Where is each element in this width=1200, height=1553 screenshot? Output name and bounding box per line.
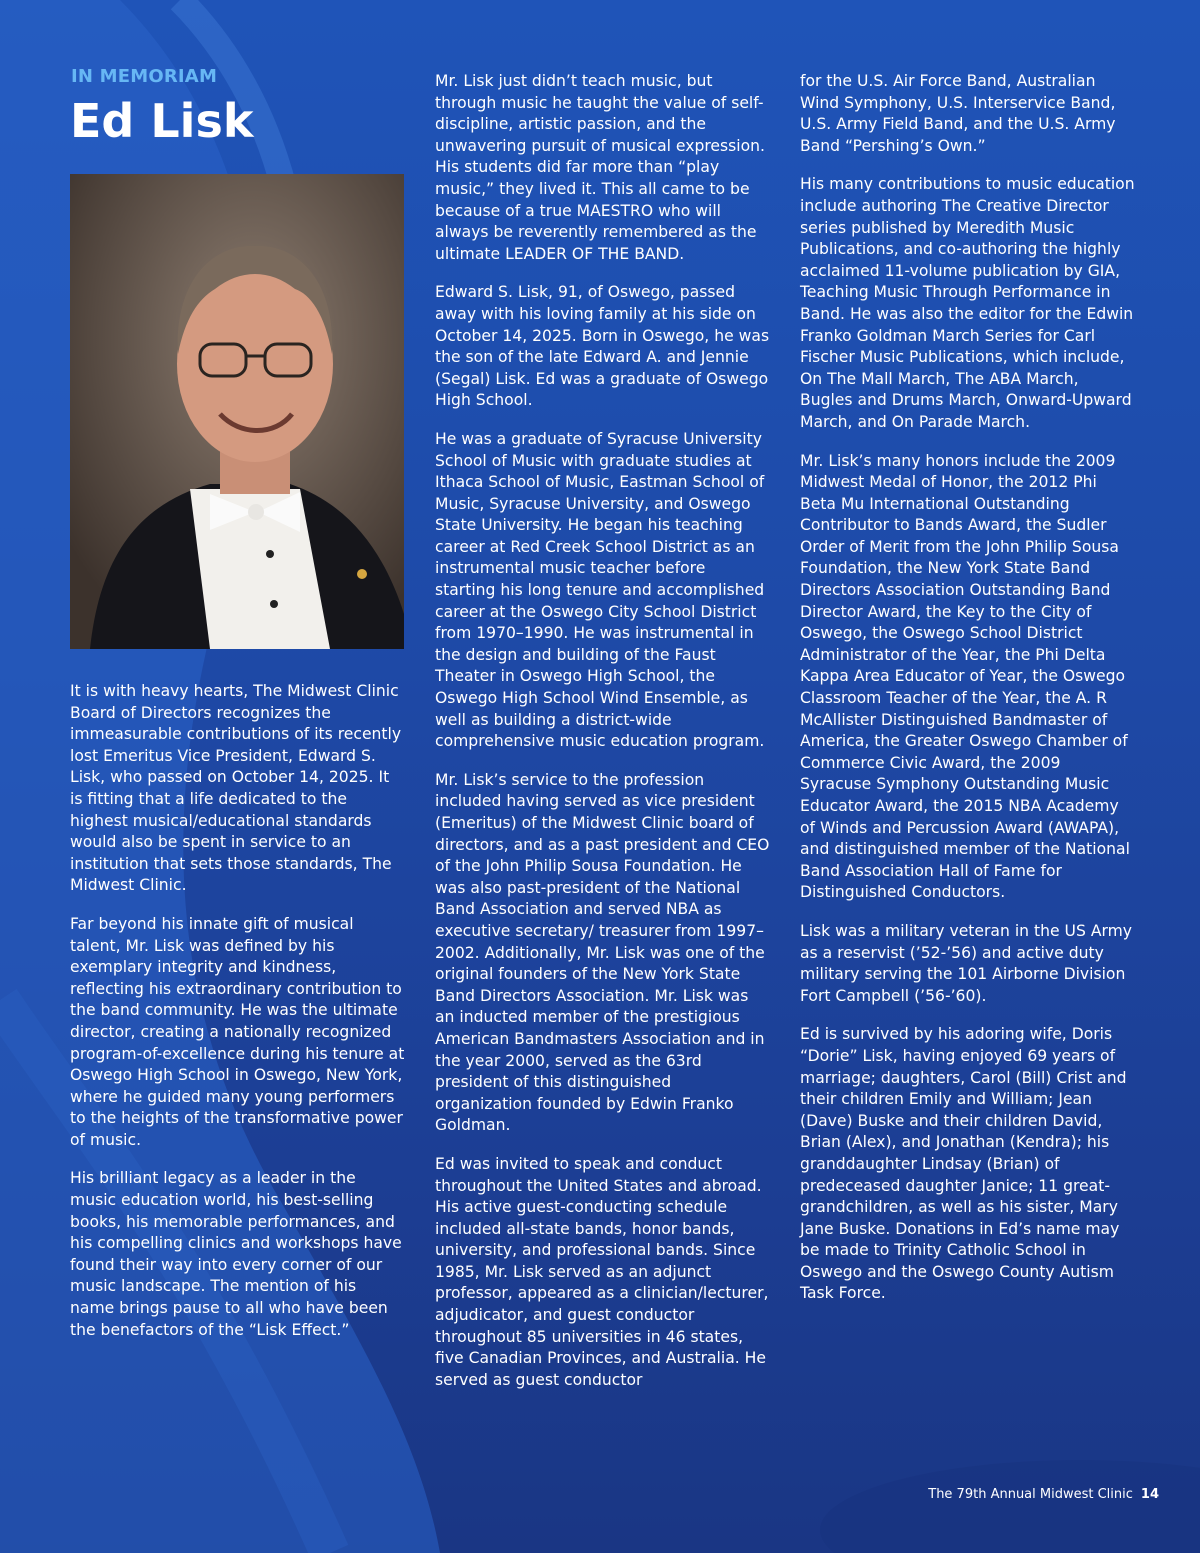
paragraph: Ed is survived by his adoring wife, Doris “Dorie” Lisk, having enjoyed 69 years of marriage; daughters, Carol (Bill) Crist and their children Emily and William; Jean (Dave) Buske and their children David, Brian (Alex), and Jonathan (Kendra); his granddaughter Lindsay (Brian) of predeceased daughter Janice; 11 great- grandchildren, as well as his sister, Mary Jane Buske. Donations in Ed’s name may be made to Trinity Catholic School in Oswego and the Oswego County Autism Task Force. bbox=[800, 1025, 1127, 1303]
paragraph: His many contributions to music education include authoring The Creative Director series published by Meredith Music Publications, and co-authoring the highly acclaimed 11-volume publication by GIA, Teaching Music Through Performance in Band. He was also the editor for the Edwin Franko Goldman March Series for Carl Fischer Music Publications, which include, On The Mall March, The ABA March, Bugles and Drums March, Onward-Upward March, and On Parade March. bbox=[800, 175, 1135, 431]
article-column-3 bbox=[800, 71, 1135, 1322]
paragraph: His brilliant legacy as a leader in the music education world, his best-selling books, his memorable performances, and his compelling clinics and workshops have found their way into every corner of our music landscape. The mention of his name brings pause to all who have been the benefactors of the “Lisk Effect.” bbox=[70, 1169, 402, 1339]
paragraph: It is with heavy hearts, The Midwest Clinic Board of Directors recognizes the immeasurable contributions of its recently lost Emeritus Vice President, Edward S. Lisk, who passed on October 14, 2025. It is fitting that a life dedicated to the highest musical/educational standards would also be spent in service to an institution that sets those standards, The Midwest Clinic. bbox=[70, 682, 402, 895]
paragraph: Mr. Lisk just didn’t teach music, but through music he taught the value of self-discipline, artistic passion, and the unwavering pursuit of musical expression. His students did far more than “play music,” they lived it. This all came to be because of a true MAESTRO who will always be reverently remembered as the ultimate LEADER OF THE BAND. bbox=[435, 72, 770, 263]
section-eyebrow: IN MEMORIAM bbox=[71, 66, 218, 87]
paragraph: Mr. Lisk’s service to the profession included having served as vice president (Emeritus) of the Midwest Clinic board of directors, and as a past president and CEO of the John Philip Sousa Foundation. He was also past-president of the National Band Association and served NBA as executive secretary/ treasurer from 1997–2002. Additionally, Mr. Lisk was one of the original founders of the New York State Band Directors Association. Mr. Lisk was an inducted member of the prestigious American Bandmasters Association and in the year 2000, served as the 63rd president of this distinguished organization founded by Edwin Franko Goldman. bbox=[435, 770, 770, 1135]
paragraph: Lisk was a military veteran in the US Army as a reservist (’52-’56) and active duty military serving the 101 Airborne Division Fort Campbell (’56-’60). bbox=[800, 921, 1133, 1005]
paragraph: for the U.S. Air Force Band, Australian Wind Symphony, U.S. Interservice Band, U.S. Army Field Band, and the U.S. Army Band “Pershing’s Own.” bbox=[800, 72, 1116, 155]
paragraph: Ed was invited to speak and conduct throughout the United States and abroad. His active guest-conducting schedule included all-state bands, honor bands, university, and professional bands. Since 1985, Mr. Lisk served as an adjunct professor, appeared as a clinician/lecturer, adjudicator, and guest conductor throughout 85 universities in 46 states, five Canadian Provinces, and Australia. He served as guest conductor bbox=[435, 1154, 769, 1389]
portrait-photo bbox=[70, 174, 404, 649]
paragraph: Far beyond his innate gift of musical talent, Mr. Lisk was defined by his exemplary integrity and kindness, reflecting his extraordinary contribution to the band community. He was the ultimate director, creating a nationally recognized program-of-excellence during his tenure at Oswego High School in Oswego, New York, where he guided many young performers to the heights of the transformative power of music. bbox=[70, 914, 405, 1149]
page-number: 14 bbox=[1140, 1487, 1159, 1502]
page-title: Ed Lisk bbox=[70, 94, 254, 148]
paragraph: Mr. Lisk’s many honors include the 2009 Midwest Medal of Honor, the 2012 Phi Beta Mu International Outstanding Contributor to Bands Award, the Sudler Order of Merit from the John Philip Sousa Foundation, the New York State Band Directors Association Outstanding Band Director Award, the Key to the City of Oswego, the Oswego School District Administrator of the Year, the Phi Delta Kappa Area Educator of Year, the Oswego Classroom Teacher of the Year, the A. R McAllister Distinguished Bandmaster of America, the Greater Oswego Chamber of Commerce Civic Award, the 2009 Syracuse Symphony Outstanding Music Educator Award, the 2015 NBA Academy of Winds and Percussion Award (AWAPA), and distinguished member of the National Band Association Hall of Fame for Distinguished Conductors. bbox=[800, 451, 1130, 902]
page-footer bbox=[928, 1487, 1159, 1502]
article-column-1 bbox=[70, 681, 405, 1358]
paragraph: He was a graduate of Syracuse University School of Music with graduate studies at Ithaca School of Music, Eastman School of Music, Syracuse University, and Oswego State University. He began his teaching career at Red Creek School District as an instrumental music teacher before starting his long tenure and accomplished career at the Oswego City School District from 1970–1990. He was instrumental in the design and building of the Faust Theater in Oswego High School, the Oswego High School Wind Ensemble, as well as building a district-wide comprehensive music education program. bbox=[435, 429, 765, 751]
article-column-2 bbox=[435, 71, 770, 1408]
publication-name: The 79th Annual Midwest Clinic bbox=[928, 1487, 1133, 1502]
portrait-illustration bbox=[70, 174, 404, 649]
paragraph: Edward S. Lisk, 91, of Oswego, passed away with his loving family at his side on October 14, 2025. Born in Oswego, he was the son of the late Edward A. and Jennie (Segal) Lisk. Ed was a graduate of Oswego High School. bbox=[435, 283, 770, 410]
